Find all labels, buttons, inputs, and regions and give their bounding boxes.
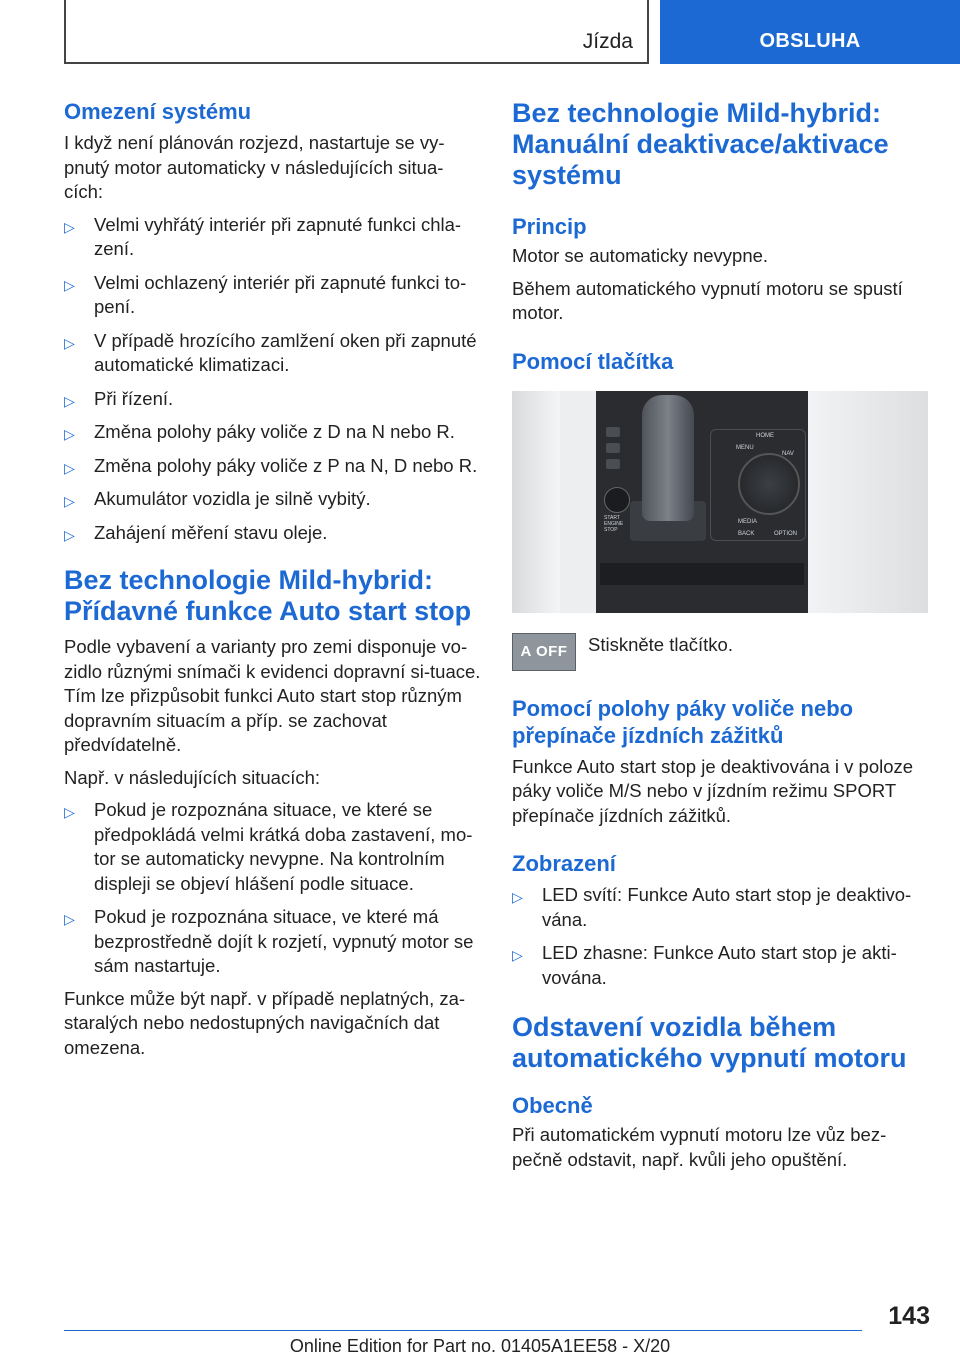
subsection-title-principle: Princip — [512, 214, 587, 239]
subsection-title-general: Obecně — [512, 1093, 593, 1118]
triangle-bullet-icon: ▷ — [512, 889, 523, 905]
photo-label-nav: NAV — [782, 450, 794, 457]
paragraph: Podle vybavení a varianty pro zemi disponuje vo-zidlo různými snímači k evidenci dopravní si-tuace. Tím lze přizpůsobit funkci Auto start stop různým dopravním situacím a příp. se zachovat předvídatelně. — [64, 636, 481, 755]
list-item: ▷ Zahájení měření stavu oleje. — [64, 521, 482, 546]
list-item: ▷ Velmi vyhřátý interiér při zapnuté funkci chla-zení. — [64, 213, 462, 259]
list-item: ▷ LED zhasne: Funkce Auto start stop je akti-vována. — [512, 942, 897, 988]
list-item: ▷ Pokud je rozpoznána situace, ve které má bezprostředně dojít k rozjetí, vypnutý motor se sám nastartuje. — [64, 906, 474, 976]
subsection-title-display: Zobrazení — [512, 851, 616, 876]
triangle-bullet-icon: ▷ — [64, 334, 75, 351]
right-column — [512, 98, 932, 1172]
header-section-box — [64, 0, 649, 64]
photo-label-option: OPTION — [774, 530, 798, 537]
section-title-system-limits: Omezení systému — [64, 99, 252, 124]
triangle-bullet-icon: ▷ — [64, 911, 75, 927]
header-chapter-tab[interactable] — [660, 0, 960, 64]
triangle-bullet-icon: ▷ — [64, 804, 75, 820]
photo-label-home: HOME — [756, 432, 774, 439]
photo-label-media: MEDIA — [738, 518, 758, 525]
photo-label-back: BACK — [738, 530, 755, 537]
paragraph: Např. v následujících situacích: — [64, 766, 321, 788]
auto-start-stop-button — [606, 427, 620, 437]
paragraph: Funkce může být např. v případě neplatných, za-staralých nebo nedostupných navigačních dat omezena. — [64, 987, 466, 1058]
list-item: ▷ Změna polohy páky voliče z P na N, D nebo R. — [64, 454, 482, 479]
button-instruction-row — [512, 633, 932, 677]
list-item: ▷ V případě hrozícího zamlžení oken při zapnuté automatické klimatizaci. — [64, 329, 477, 375]
list-item: ▷ Změna polohy páky voliče z D na N nebo R. — [64, 420, 482, 445]
bullet-list-limits — [64, 213, 482, 546]
triangle-bullet-icon: ▷ — [64, 276, 75, 293]
paragraph: Při automatickém vypnutí motoru lze vůz bez-pečně odstavit, např. kvůli jeho opuštění. — [512, 1124, 887, 1170]
list-item: ▷ Pokud je rozpoznána situace, ve které se předpokládá velmi krátká doba zastavení, mo-tor se automaticky nevypne. Na kontrolním displeji se objeví hlášení podle situace. — [64, 799, 473, 894]
auto-start-stop-off-icon: A OFF — [512, 633, 576, 671]
section-title-parking: Odstavení vozidla během automatického vypnutí motoru — [512, 1012, 907, 1073]
triangle-bullet-icon: ▷ — [64, 426, 75, 442]
triangle-bullet-icon: ▷ — [64, 493, 75, 509]
list-item: ▷ Velmi ochlazený interiér při zapnuté funkci to-pení. — [64, 271, 467, 317]
left-column — [64, 98, 482, 1060]
gear-selector-lever — [642, 395, 694, 521]
idrive-controller — [738, 450, 800, 515]
triangle-bullet-icon: ▷ — [512, 947, 523, 963]
header-section-label: Jízda — [582, 30, 633, 53]
section-title-auto-start-stop-extras: Bez technologie Mild-hybrid: Přídavné funkce Auto start stop — [64, 565, 472, 626]
bullet-list-situations — [64, 798, 482, 979]
paragraph: Motor se automaticky nevypne. — [512, 245, 769, 266]
triangle-bullet-icon: ▷ — [64, 459, 75, 476]
subsection-title-lever: Pomocí polohy páky voliče nebo přepínače jízdních zážitků — [512, 695, 854, 748]
start-stop-button — [604, 487, 630, 513]
paragraph: Funkce Auto start stop je deaktivována i v poloze páky voliče M/S nebo v jízdním režimu SPORT přepínače jízdních zážitků. — [512, 755, 914, 826]
photo-label-start: START ENGINE STOP — [604, 514, 624, 533]
instruction-text: Stiskněte tlačítko. — [588, 633, 733, 655]
photo-label-menu: MENU — [736, 444, 754, 451]
bullet-list-display — [512, 883, 932, 990]
page-number: 143 — [888, 1302, 930, 1330]
center-console-photo — [512, 391, 928, 613]
paragraph: I když není plánován rozjezd, nastartuje se vy-pnutý motor automaticky v následujících situa-cích: — [64, 132, 445, 202]
header-chapter-label: OBSLUHA — [759, 30, 861, 52]
triangle-bullet-icon: ▷ — [64, 392, 75, 409]
triangle-bullet-icon: ▷ — [64, 526, 75, 543]
section-title-manual-deactivation: Bez technologie Mild-hybrid: Manuální deaktivace/aktivace systému — [512, 98, 889, 190]
footer-divider — [64, 1330, 862, 1331]
triangle-bullet-icon: ▷ — [64, 218, 75, 235]
paragraph: Během automatického vypnutí motoru se spustí motor. — [512, 277, 903, 323]
footer-edition-text: Online Edition for Part no. 01405A1EE58 - X/20 — [289, 1336, 671, 1356]
list-item: ▷ Akumulátor vozidla je silně vybitý. — [64, 487, 482, 512]
list-item: ▷ Při řízení. — [64, 387, 482, 412]
bottom-switch-row — [600, 563, 804, 585]
subsection-title-button: Pomocí tlačítka — [512, 348, 674, 374]
list-item: ▷ LED svítí: Funkce Auto start stop je deaktivo-vána. — [512, 884, 912, 930]
